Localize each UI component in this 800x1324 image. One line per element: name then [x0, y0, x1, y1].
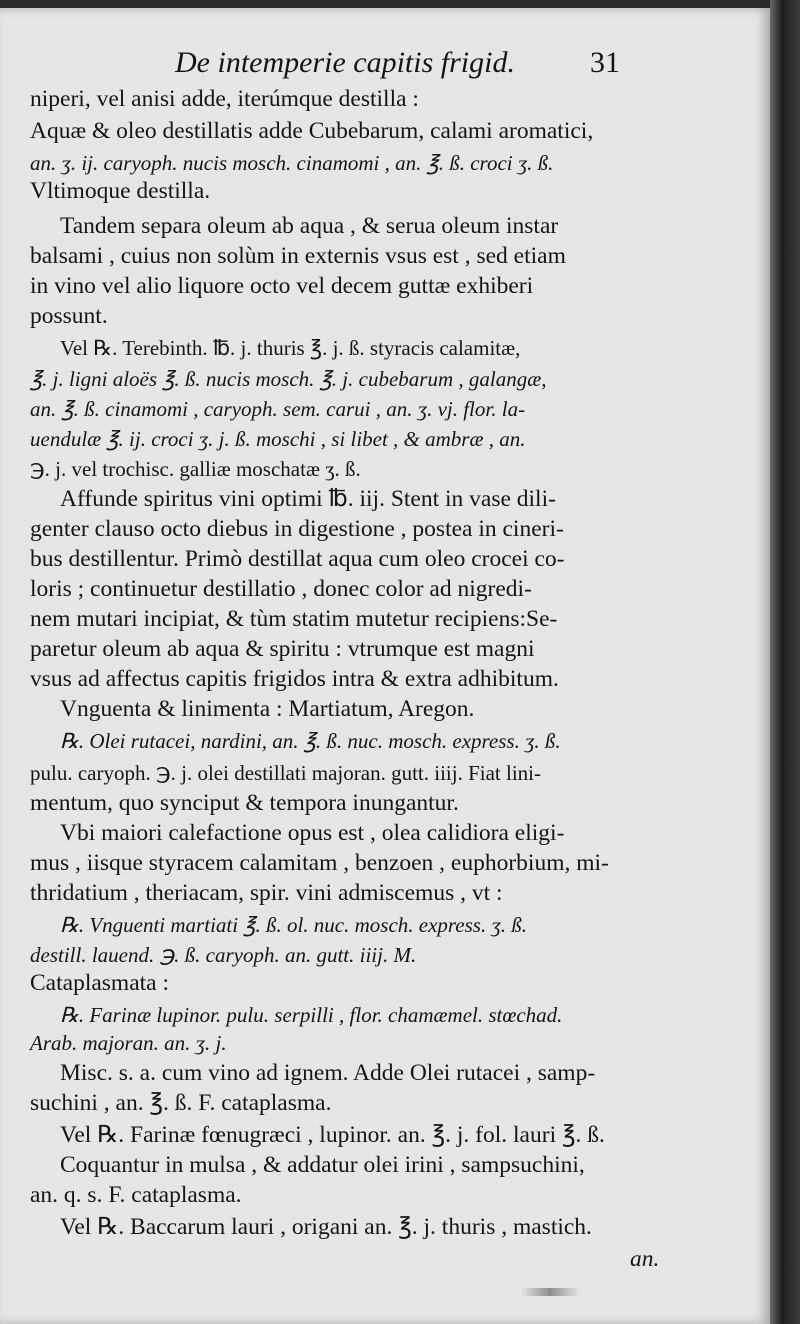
text-line: thridatium , theriacam, spir. vini admiscemus , vt : — [30, 880, 503, 906]
text-line: mentum, quo synciput & tempora inungantur. — [30, 790, 459, 816]
text-line: Vnguenta & linimenta : Martiatum, Aregon. — [60, 696, 475, 722]
text-line: genter clauso octo diebus in digestione , postea in cineri- — [30, 516, 564, 542]
text-line: an. ℥. ß. cinamomi , caryoph. sem. carui , an. ʒ. vj. flor. la- — [30, 397, 526, 421]
text-line: Vltimoque destilla. — [30, 178, 211, 204]
text-line: ℥. j. ligni aloës ℥. ß. nucis mosch. ℥. j. cubebarum , galangæ, — [30, 367, 547, 391]
text-line: Vel ℞. Baccarum lauri , origani an. ℥. j. thuris , mastich. — [60, 1214, 592, 1240]
running-header: De intemperie capitis frigid. — [175, 46, 515, 79]
text-line: suchini , an. ℥. ß. F. cataplasma. — [30, 1090, 332, 1116]
text-line: uendulæ ℥. ij. croci ʒ. j. ß. moschi , si libet , & ambræ , an. — [30, 427, 526, 451]
text-line: destill. lauend. ℈. ß. caryoph. an. gutt. iiij. M. — [30, 943, 417, 967]
text-line: nem mutari incipiat, & tùm statim mutetur recipiens:Se- — [30, 606, 558, 632]
text-line: Tandem separa oleum ab aqua , & serua oleum instar — [60, 213, 559, 239]
text-line: Arab. majoran. an. ʒ. j. — [30, 1031, 227, 1055]
text-line: Misc. s. a. cum vino ad ignem. Adde Olei rutacei , samp- — [60, 1060, 596, 1086]
text-line: ℈. j. vel trochisc. galliæ moschatæ ʒ. ß. — [30, 457, 361, 481]
text-line: possunt. — [30, 303, 108, 329]
text-line: niperi, vel anisi adde, iterúmque destilla : — [30, 86, 419, 112]
text-line: an. ʒ. ij. caryoph. nucis mosch. cinamomi , an. ℥. ß. croci ʒ. ß. — [30, 151, 554, 175]
text-line: mus , iisque styracem calamitam , benzoen , euphorbium, mi- — [30, 850, 609, 876]
text-line: paretur oleum ab aqua & spiritu : vtrumque est magni — [30, 636, 535, 662]
text-line: Aquæ & oleo destillatis adde Cubebarum, calami aromatici, — [30, 118, 594, 144]
catchword: an. — [630, 1246, 660, 1272]
text-line: pulu. caryoph. ℈. j. olei destillati majoran. gutt. iiij. Fiat lini- — [30, 761, 542, 785]
ink-smudge — [520, 1288, 580, 1296]
text-line: in vino vel alio liquore octo vel decem guttæ exhiberi — [30, 273, 534, 299]
text-line: Vel ℞. Farinæ fœnugræci , lupinor. an. ℥. j. fol. lauri ℥. ß. — [60, 1122, 605, 1148]
text-line: Cataplasmata : — [30, 970, 169, 996]
text-line: bus destillentur. Primò destillat aqua cum oleo crocei co- — [30, 546, 565, 572]
text-line: ℞. Vnguenti martiati ℥. ß. ol. nuc. mosch. express. ʒ. ß. — [60, 913, 528, 937]
text-line: balsami , cuius non solùm in externis vsus est , sed etiam — [30, 243, 566, 269]
page-edge-shadow — [770, 0, 800, 1324]
text-line: ℞. Farinæ lupinor. pulu. serpilli , flor. chamæmel. stœchad. — [60, 1003, 563, 1027]
text-line: vsus ad affectus capitis frigidos intra & extra adhibitum. — [30, 666, 559, 692]
page-number: 31 — [590, 46, 620, 79]
text-line: an. q. s. F. cataplasma. — [30, 1182, 242, 1208]
text-line: loris ; continuetur destillatio , donec color ad nigredi- — [30, 576, 532, 602]
text-line: Coquantur in mulsa , & addatur olei irini , sampsuchini, — [60, 1152, 585, 1178]
text-line: Affunde spiritus vini optimi ℔. iij. Stent in vase dili- — [60, 486, 556, 512]
text-line: Vel ℞. Terebinth. ℔. j. thuris ℥. j. ß. styracis calamitæ, — [60, 336, 521, 360]
text-line: ℞. Olei rutacei, nardini, an. ℥. ß. nuc. mosch. express. ʒ. ß. — [60, 729, 561, 753]
text-line: Vbi maiori calefactione opus est , olea calidiora eligi- — [60, 820, 565, 846]
book-page — [0, 8, 770, 1324]
